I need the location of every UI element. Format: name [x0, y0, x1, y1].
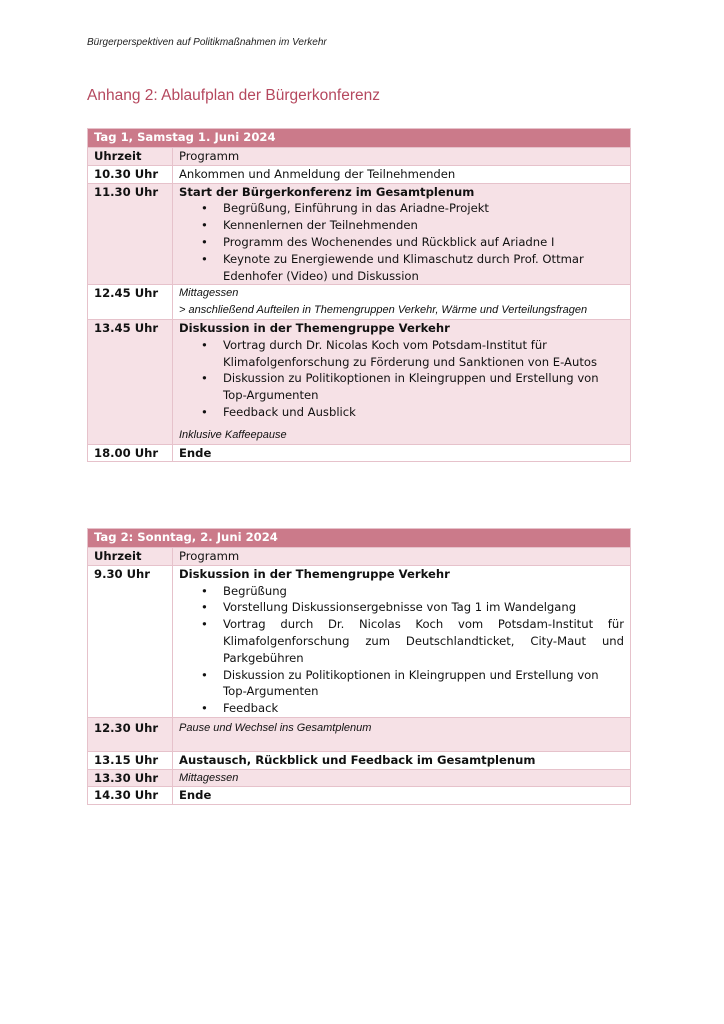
- table-row: [88, 183, 631, 285]
- row-time: 11.30 Uhr: [88, 183, 173, 285]
- table-row: [88, 444, 631, 462]
- day2-title: Tag 2: Sonntag, 2. Juni 2024: [88, 529, 631, 548]
- list-item: • Vortrag durch Dr. Nicolas Koch vom Potsdam-Institut für Klimafolgenforschung zu Förderung und Sanktionen von E-Autos: [179, 337, 624, 371]
- column-header-program: Programm: [173, 148, 631, 166]
- day1-title: Tag 1, Samstag 1. Juni 2024: [88, 129, 631, 148]
- list-item: • Keynote zu Energiewende und Klimaschutz durch Prof. Ottmar Edenhofer (Video) und Diskussion: [179, 251, 624, 285]
- row-time: 18.00 Uhr: [88, 444, 173, 462]
- session-note: Inklusive Kaffeepause: [179, 428, 287, 441]
- table-row: [88, 751, 631, 769]
- table-row: [88, 769, 631, 787]
- list-item: • Diskussion zu Politikoptionen in Kleingruppen und Erstellung von Top-Argumenten: [179, 667, 624, 701]
- row-program: [173, 319, 631, 444]
- column-header-program: Programm: [173, 548, 631, 566]
- list-item: • Vorstellung Diskussionsergebnisse von Tag 1 im Wandelgang: [179, 599, 624, 616]
- running-header: Bürgerperspektiven auf Politikmaßnahmen im Verkehr: [87, 37, 327, 48]
- row-program: Mittagessen: [173, 769, 631, 787]
- bullet-list: [179, 337, 624, 421]
- table-row: [88, 717, 631, 751]
- row-time: 9.30 Uhr: [88, 565, 173, 717]
- row-program: Pause und Wechsel ins Gesamtplenum: [173, 717, 631, 751]
- table-row: [88, 565, 631, 717]
- list-item: • Diskussion zu Politikoptionen in Kleingruppen und Erstellung von Top-Argumenten: [179, 370, 624, 404]
- session-title: Diskussion in der Themengruppe Verkehr: [179, 566, 450, 581]
- table-header-row: [88, 548, 631, 566]
- table-row: [88, 165, 631, 183]
- row-program: Ende: [173, 787, 631, 805]
- program-line: > anschließend Aufteilen in Themengruppen Verkehr, Wärme und Verteilungsfragen: [179, 304, 588, 317]
- program-line: Mittagessen: [179, 287, 239, 300]
- row-time: 12.30 Uhr: [88, 717, 173, 751]
- session-title: Diskussion in der Themengruppe Verkehr: [179, 320, 450, 335]
- list-item: • Vortrag durch Dr. Nicolas Koch vom Potsdam-Institut für Klimafolgenforschung zum Deutschlandticket, City-Maut und Parkgebühren: [179, 616, 624, 666]
- schedule-table-day1: [87, 128, 631, 462]
- schedule-table-day2: [87, 528, 631, 805]
- row-program: Austausch, Rückblick und Feedback im Gesamtplenum: [173, 751, 631, 769]
- list-item: • Feedback und Ausblick: [179, 404, 624, 421]
- row-program: Ende: [173, 444, 631, 462]
- list-item: • Programm des Wochenendes und Rückblick auf Ariadne I: [179, 234, 624, 251]
- table-header-row: [88, 148, 631, 166]
- row-time: 13.30 Uhr: [88, 769, 173, 787]
- row-time: 13.45 Uhr: [88, 319, 173, 444]
- row-time: 12.45 Uhr: [88, 285, 173, 320]
- list-item: • Begrüßung, Einführung in das Ariadne-Projekt: [179, 200, 624, 217]
- list-item: • Feedback: [179, 700, 624, 717]
- row-time: 10.30 Uhr: [88, 165, 173, 183]
- table-row: [88, 319, 631, 444]
- row-program: [173, 565, 631, 717]
- row-program: [173, 285, 631, 320]
- bullet-list: [179, 583, 624, 717]
- table-row: [88, 787, 631, 805]
- table-row: [88, 285, 631, 320]
- column-header-time: Uhrzeit: [88, 548, 173, 566]
- row-program: Ankommen und Anmeldung der Teilnehmenden: [173, 165, 631, 183]
- section-heading: Anhang 2: Ablaufplan der Bürgerkonferenz: [87, 87, 380, 104]
- list-item: • Begrüßung: [179, 583, 624, 600]
- column-header-time: Uhrzeit: [88, 148, 173, 166]
- bullet-list: [179, 200, 624, 284]
- row-program: [173, 183, 631, 285]
- row-time: 14.30 Uhr: [88, 787, 173, 805]
- list-item: • Kennenlernen der Teilnehmenden: [179, 217, 624, 234]
- row-time: 13.15 Uhr: [88, 751, 173, 769]
- session-title: Start der Bürgerkonferenz im Gesamtplenum: [179, 184, 475, 199]
